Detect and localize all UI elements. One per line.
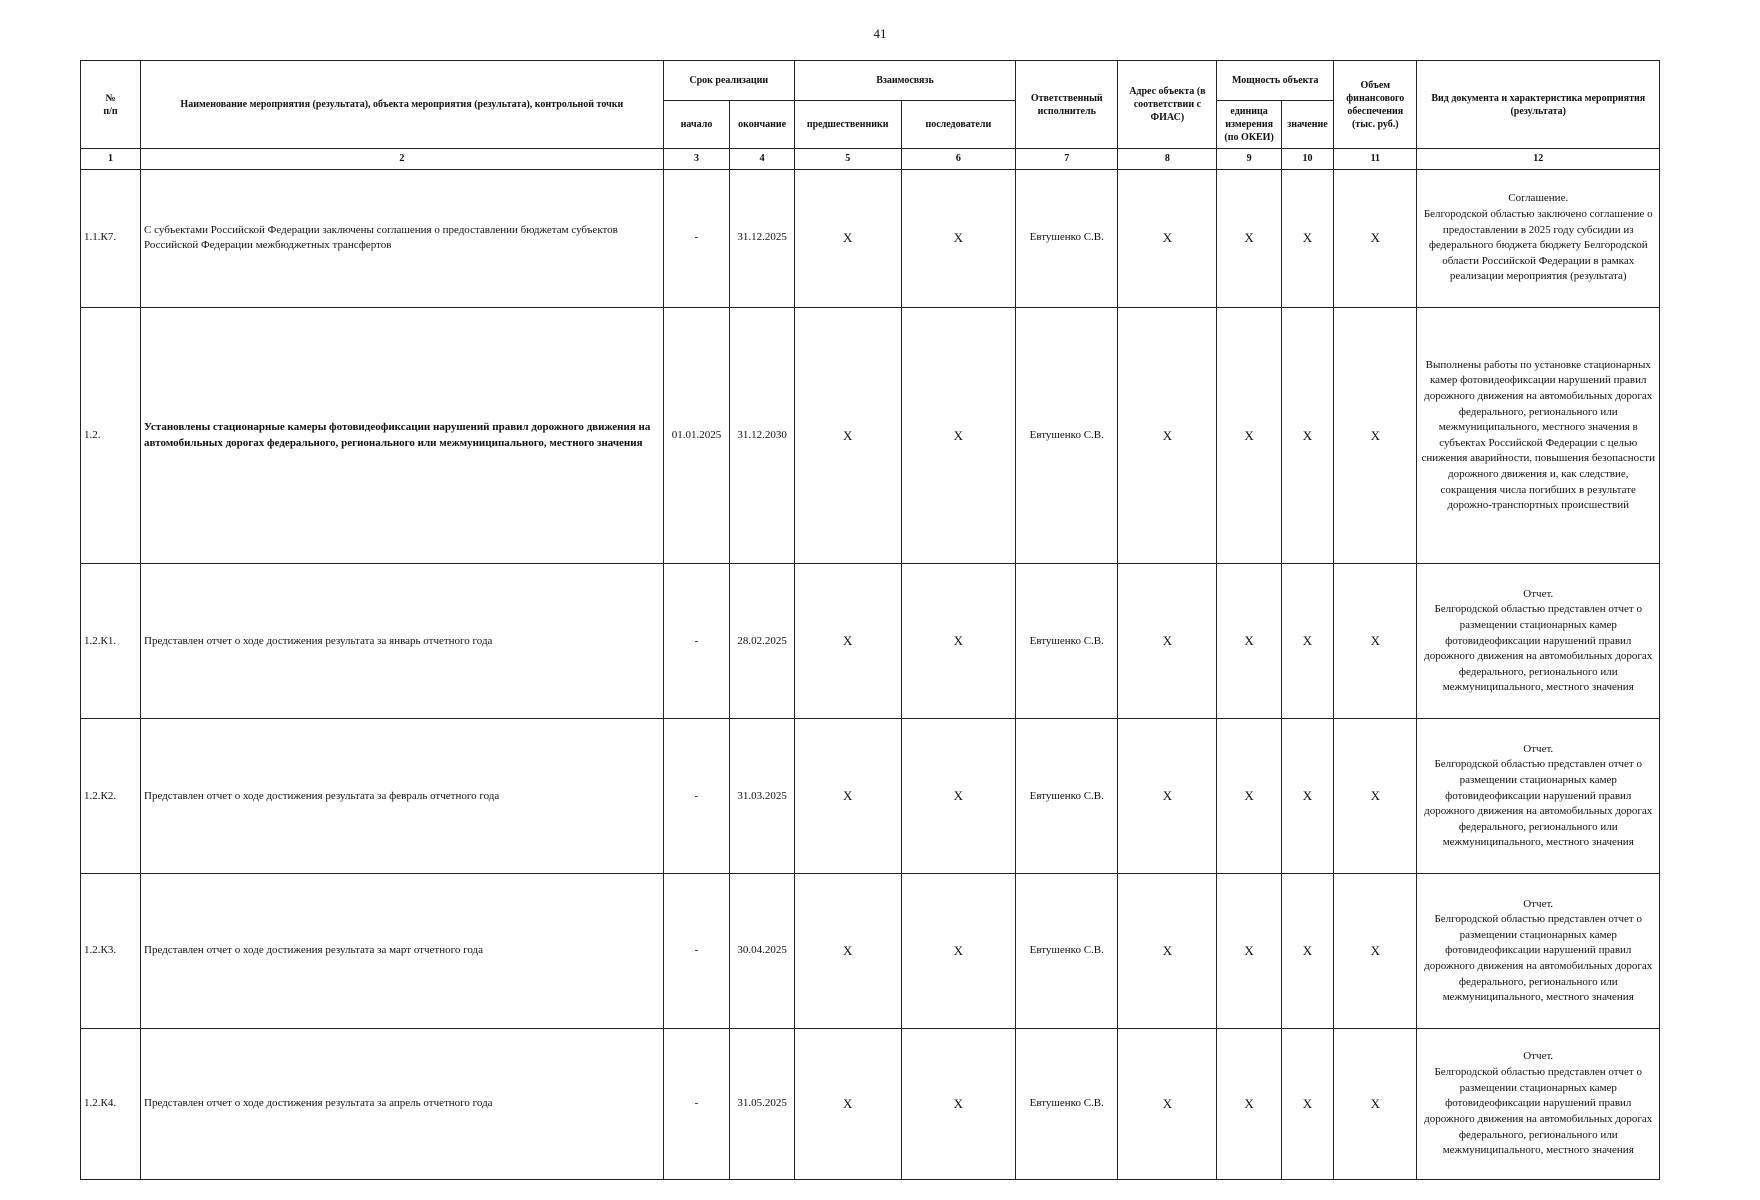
row-value: X [1281, 308, 1333, 564]
row-value: X [1281, 1029, 1333, 1180]
row-name: Представлен отчет о ходе достижения результата за январь отчетного года [141, 564, 664, 719]
row-unit: X [1217, 169, 1281, 307]
row-start: - [663, 169, 730, 307]
header-finance: Объем финансового обеспечения (тыс. руб.) [1334, 61, 1417, 149]
row-unit: X [1217, 874, 1281, 1029]
header-predecessors: предшественники [794, 101, 901, 149]
header-responsible: Ответственный исполнитель [1016, 61, 1118, 149]
row-code: 1.2.К1. [81, 564, 141, 719]
document-type: Отчет. [1523, 587, 1554, 600]
row-predecessors: X [794, 874, 901, 1029]
header-doc: Вид документа и характеристика мероприятия (результата) [1417, 61, 1660, 149]
document-type: Соглашение. [1508, 192, 1569, 205]
document-characteristic: Белгородской областью представлен отчет о размещении стационарных камер фотовидеофиксации нарушений правил дорожного движения на автомобильных дорогах федерального, регионального или межмуниципального, местного значения [1424, 913, 1653, 1004]
column-number: 1 [81, 149, 141, 170]
row-code: 1.2.К4. [81, 1029, 141, 1180]
header-unit: единица измерения (по ОКЕИ) [1217, 101, 1281, 149]
row-address: X [1118, 564, 1217, 719]
column-number: 3 [663, 149, 730, 170]
column-number: 5 [794, 149, 901, 170]
row-responsible: Евтушенко С.В. [1016, 564, 1118, 719]
document-characteristic: Белгородской областью представлен отчет о размещении стационарных камер фотовидеофиксации нарушений правил дорожного движения на автомобильных дорогах федерального, регионального или межмуниципального, местного значения [1424, 1066, 1653, 1157]
row-document-description [1417, 1029, 1660, 1180]
row-value: X [1281, 874, 1333, 1029]
row-responsible: Евтушенко С.В. [1016, 169, 1118, 307]
row-successors: X [901, 874, 1016, 1029]
row-document-description [1417, 169, 1660, 307]
row-finance: X [1334, 169, 1417, 307]
header-successors: последователи [901, 101, 1016, 149]
column-number: 2 [141, 149, 664, 170]
row-document-description [1417, 719, 1660, 874]
document-characteristic: Белгородской областью представлен отчет о размещении стационарных камер фотовидеофиксации нарушений правил дорожного движения на автомобильных дорогах федерального, регионального или межмуниципального, местного значения [1424, 603, 1653, 694]
row-address: X [1118, 719, 1217, 874]
row-code: 1.1.К7. [81, 169, 141, 307]
row-end: 31.05.2025 [730, 1029, 794, 1180]
row-value: X [1281, 169, 1333, 307]
row-start: 01.01.2025 [663, 308, 730, 564]
table-row [81, 1029, 1660, 1180]
row-end: 31.12.2025 [730, 169, 794, 307]
column-number: 10 [1281, 149, 1333, 170]
row-successors: X [901, 308, 1016, 564]
row-predecessors: X [794, 308, 901, 564]
table-header [81, 61, 1660, 149]
row-start: - [663, 1029, 730, 1180]
row-successors: X [901, 564, 1016, 719]
row-predecessors: X [794, 719, 901, 874]
table-row [81, 719, 1660, 874]
row-end: 28.02.2025 [730, 564, 794, 719]
row-unit: X [1217, 308, 1281, 564]
document-characteristic: Белгородской областью заключено соглашение о предоставлении в 2025 году субсидии из федерального бюджета бюджету Белгородской области Российской Федерации в рамках реализации мероприятия (результата) [1423, 208, 1653, 283]
table-row [81, 564, 1660, 719]
row-name: Представлен отчет о ходе достижения результата за апрель отчетного года [141, 1029, 664, 1180]
row-finance: X [1334, 874, 1417, 1029]
column-number: 9 [1217, 149, 1281, 170]
header-address: Адрес объекта (в соответствии с ФИАС) [1118, 61, 1217, 149]
table-row [81, 874, 1660, 1029]
row-end: 31.12.2030 [730, 308, 794, 564]
row-unit: X [1217, 564, 1281, 719]
header-num: № п/п [81, 61, 141, 149]
row-document-description [1417, 308, 1660, 564]
row-successors: X [901, 719, 1016, 874]
row-finance: X [1334, 308, 1417, 564]
row-document-description [1417, 564, 1660, 719]
row-address: X [1118, 874, 1217, 1029]
header-link: Взаимосвязь [794, 61, 1015, 101]
row-finance: X [1334, 719, 1417, 874]
column-number: 11 [1334, 149, 1417, 170]
row-address: X [1118, 169, 1217, 307]
header-name: Наименование мероприятия (результата), объекта мероприятия (результата), контрольной точки [141, 61, 664, 149]
row-successors: X [901, 169, 1016, 307]
row-responsible: Евтушенко С.В. [1016, 308, 1118, 564]
column-number: 7 [1016, 149, 1118, 170]
column-number: 12 [1417, 149, 1660, 170]
table-row [81, 308, 1660, 564]
row-document-description [1417, 874, 1660, 1029]
row-responsible: Евтушенко С.В. [1016, 1029, 1118, 1180]
header-power: Мощность объекта [1217, 61, 1334, 101]
row-name: Представлен отчет о ходе достижения результата за февраль отчетного года [141, 719, 664, 874]
table-row [81, 169, 1660, 307]
row-responsible: Евтушенко С.В. [1016, 874, 1118, 1029]
row-name: Представлен отчет о ходе достижения результата за март отчетного года [141, 874, 664, 1029]
row-unit: X [1217, 1029, 1281, 1180]
column-number: 4 [730, 149, 794, 170]
row-end: 31.03.2025 [730, 719, 794, 874]
row-predecessors: X [794, 169, 901, 307]
row-value: X [1281, 564, 1333, 719]
row-responsible: Евтушенко С.В. [1016, 719, 1118, 874]
document-type: Отчет. [1523, 1050, 1554, 1063]
document-type: Отчет. [1523, 897, 1554, 910]
row-start: - [663, 874, 730, 1029]
row-name: С субъектами Российской Федерации заключены соглашения о предоставлении бюджетам субъектов Российской Федерации межбюджетных трансфертов [141, 169, 664, 307]
column-numbers-row [81, 149, 1660, 170]
row-code: 1.2.К2. [81, 719, 141, 874]
row-address: X [1118, 308, 1217, 564]
row-code: 1.2.К3. [81, 874, 141, 1029]
row-finance: X [1334, 1029, 1417, 1180]
table-body [81, 149, 1660, 1180]
header-value: значение [1281, 101, 1333, 149]
row-name: Установлены стационарные камеры фотовидеофиксации нарушений правил дорожного движения на автомобильных дорогах федерального, регионального или межмуниципального, местного значения [141, 308, 664, 564]
row-successors: X [901, 1029, 1016, 1180]
row-predecessors: X [794, 564, 901, 719]
row-code: 1.2. [81, 308, 141, 564]
row-predecessors: X [794, 1029, 901, 1180]
page-number: 41 [873, 26, 887, 41]
row-finance: X [1334, 564, 1417, 719]
column-number: 6 [901, 149, 1016, 170]
row-end: 30.04.2025 [730, 874, 794, 1029]
column-number: 8 [1118, 149, 1217, 170]
document-characteristic: Белгородской областью представлен отчет о размещении стационарных камер фотовидеофиксации нарушений правил дорожного движения на автомобильных дорогах федерального, регионального или межмуниципального, местного значения [1424, 758, 1653, 849]
row-start: - [663, 564, 730, 719]
document-type: Отчет. [1523, 742, 1554, 755]
row-unit: X [1217, 719, 1281, 874]
header-period: Срок реализации [663, 61, 794, 101]
document-characteristic: Выполнены работы по установке стационарных камер фотовидеофиксации нарушений правил дорожного движения на автомобильных дорогах федерального, регионального или межмуниципального, местного значения в субъектах Российской Федерации с целью снижения аварийности, повышения безопасности дорожного движения и, как следствие, сокращения числа погибших в результате дорожно-транспортных происшествий [1421, 358, 1655, 512]
row-start: - [663, 719, 730, 874]
header-start: начало [663, 101, 730, 149]
row-address: X [1118, 1029, 1217, 1180]
header-end: окончание [730, 101, 794, 149]
implementation-plan-table [80, 60, 1660, 1180]
row-value: X [1281, 719, 1333, 874]
